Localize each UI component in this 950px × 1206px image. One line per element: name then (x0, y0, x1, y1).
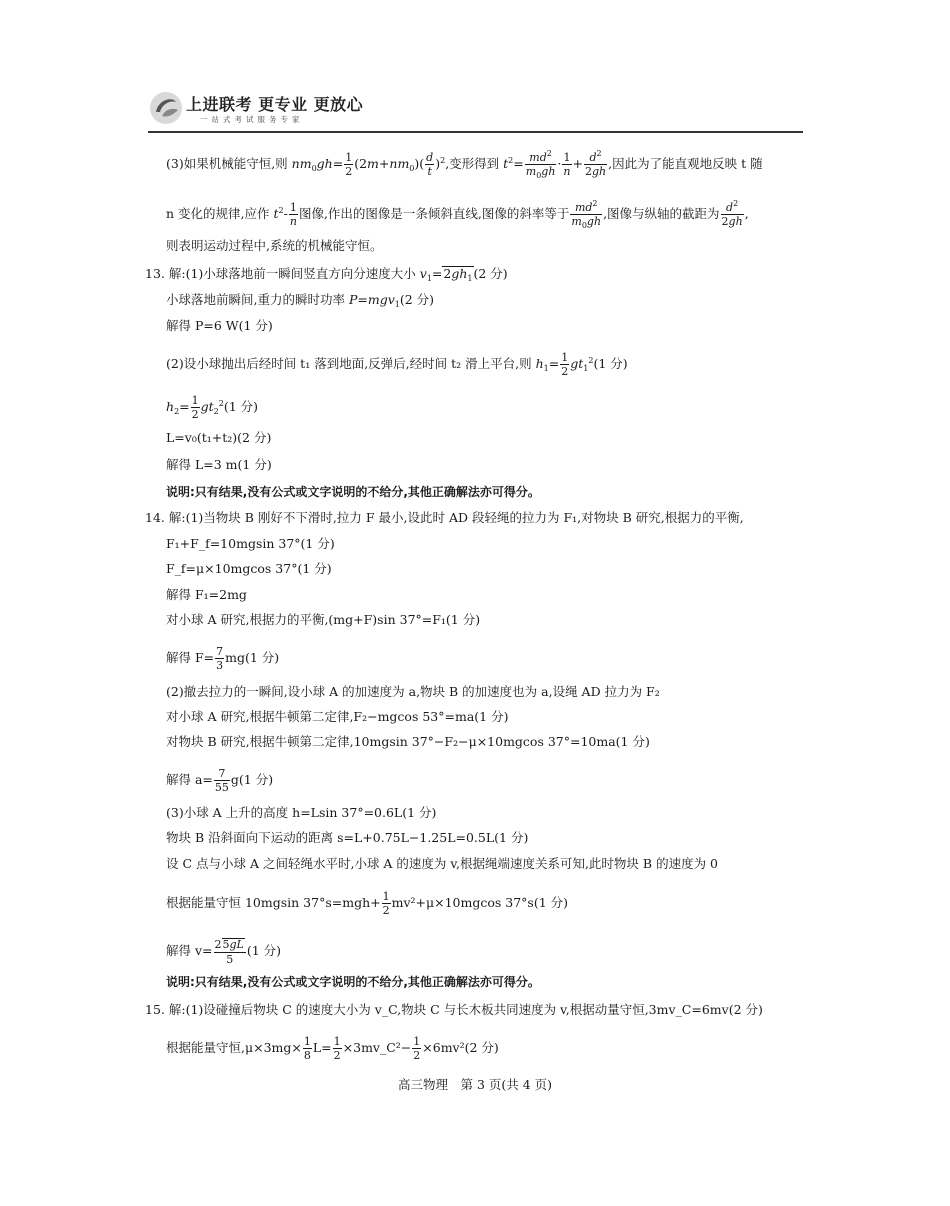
q12-line-3: 则表明运动过程中,系统的机械能守恒。 (166, 238, 383, 253)
q13-line-4: (2)设小球抛出后经时间 t₁ 落到地面,反弹后,经时间 t₂ 滑上平台,则 $h_1=$ $\frac{1}{2}$ $gt_1^2(1$ 分) (166, 351, 628, 378)
q13-line-1: 13. 解:(1)小球落地前一瞬间竖直方向分速度大小 $v_1=2gh_1(2$ 分) (145, 266, 508, 283)
q13-line-2: 小球落地前瞬间,重力的瞬时功率 P=mgv$_1$(2 分) (166, 292, 435, 309)
q14-line-4: 解得 F₁=2mg (166, 587, 247, 602)
q14-note: 说明:只有结果,没有公式或文字说明的不给分,其他正确解法亦可得分。 (166, 975, 540, 989)
brand-title: 上进联考 更专业 更放心 (186, 95, 364, 114)
q14-line-11: (3)小球 A 上升的高度 h=Lsin 37°=0.6L(1 分) (166, 805, 437, 820)
q14-line-10: 解得 a= $\frac{7}{55}$ g(1 分) (166, 767, 274, 794)
q13-line-7: 解得 L=3 m(1 分) (166, 457, 272, 472)
q13-line-5: $h_2=$ $\frac{1}{2}$ $gt_2^2(1$ 分) (166, 394, 259, 421)
page-footer: 高三物理 第 3 页(共 4 页) (397, 1077, 553, 1092)
q14-line-14: 根据能量守恒 10mgsin 37°s=mgh+ $\frac{1}{2}$ mv²+μ×10mgcos 37°s(1 分) (166, 890, 569, 917)
q14-line-3: F_f=μ×10mgcos 37°(1 分) (166, 561, 332, 576)
q13-line-6: L=v₀(t₁+t₂)(2 分) (166, 430, 272, 445)
q13-line-3: 解得 P=6 W(1 分) (166, 318, 273, 333)
q14-line-2: F₁+F_f=10mgsin 37°(1 分) (166, 536, 335, 551)
q14-line-1: 14. 解:(1)当物块 B 刚好不下滑时,拉力 F 最小,设此时 AD 段轻绳的拉力为 F₁,对物块 B 研究,根据力的平衡, (145, 510, 744, 525)
brand-subtitle: 一站式考试服务专家 (200, 115, 304, 124)
q14-line-13: 设 C 点与小球 A 之间轻绳水平时,小球 A 的速度为 v,根据绳端速度关系可知,此时物块 B 的速度为 0 (166, 856, 718, 871)
q14-line-8: 对小球 A 研究,根据牛顿第二定律,F₂−mgcos 53°=ma(1 分) (166, 709, 509, 724)
q14-line-15: 解得 v= $\frac{25gL}{5}$ (1 分) (166, 938, 282, 967)
q14-line-6: 解得 F= $\frac{7}{3}$ mg(1 分) (166, 645, 280, 672)
q15-line-1: 15. 解:(1)设碰撞后物块 C 的速度大小为 v_C,物块 C 与长木板共同速度为 v,根据动量守恒,3mv_C=6mv(2 分) (145, 1002, 763, 1017)
q12-line-1: (3)如果机械能守恒,则 $nm_0gh=$ $\frac{1}{2}$ $(2m+nm_0)$( $\frac{d}{t}$ )$^2$,变形得到 $t^2=$ $\frac{md^2}{m_0gh}$ · $\frac{1}{n}$ + $\frac{d^2}{2gh}$ ,因此为了能直观地反映 t 随 (166, 149, 763, 180)
q14-line-9: 对物块 B 研究,根据牛顿第二定律,10mgsin 37°−F₂−μ×10mgcos 37°=10ma(1 分) (166, 734, 650, 749)
q13-note: 说明:只有结果,没有公式或文字说明的不给分,其他正确解法亦可得分。 (166, 485, 540, 499)
q15-line-2: 根据能量守恒,μ×3mg× $\frac{1}{8}$ L= $\frac{1}{2}$ ×3mv_C²− $\frac{1}{2}$ ×6mv²(2 分) (166, 1035, 499, 1062)
q12-line-2: n 变化的规律,应作 $t^2-$ $\frac{1}{n}$ 图像,作出的图像是一条倾斜直线,图像的斜率等于 $\frac{md^2}{m_0gh}$ ,图像与纵轴的截距为 $\frac{d^2}{2gh}$ , (166, 199, 749, 230)
q14-line-7: (2)撤去拉力的一瞬间,设小球 A 的加速度为 a,物块 B 的加速度也为 a,设绳 AD 拉力为 F₂ (166, 684, 660, 699)
q14-line-5: 对小球 A 研究,根据力的平衡,(mg+F)sin 37°=F₁(1 分) (166, 612, 481, 627)
q14-line-12: 物块 B 沿斜面向下运动的距离 s=L+0.75L−1.25L=0.5L(1 分) (166, 830, 529, 845)
